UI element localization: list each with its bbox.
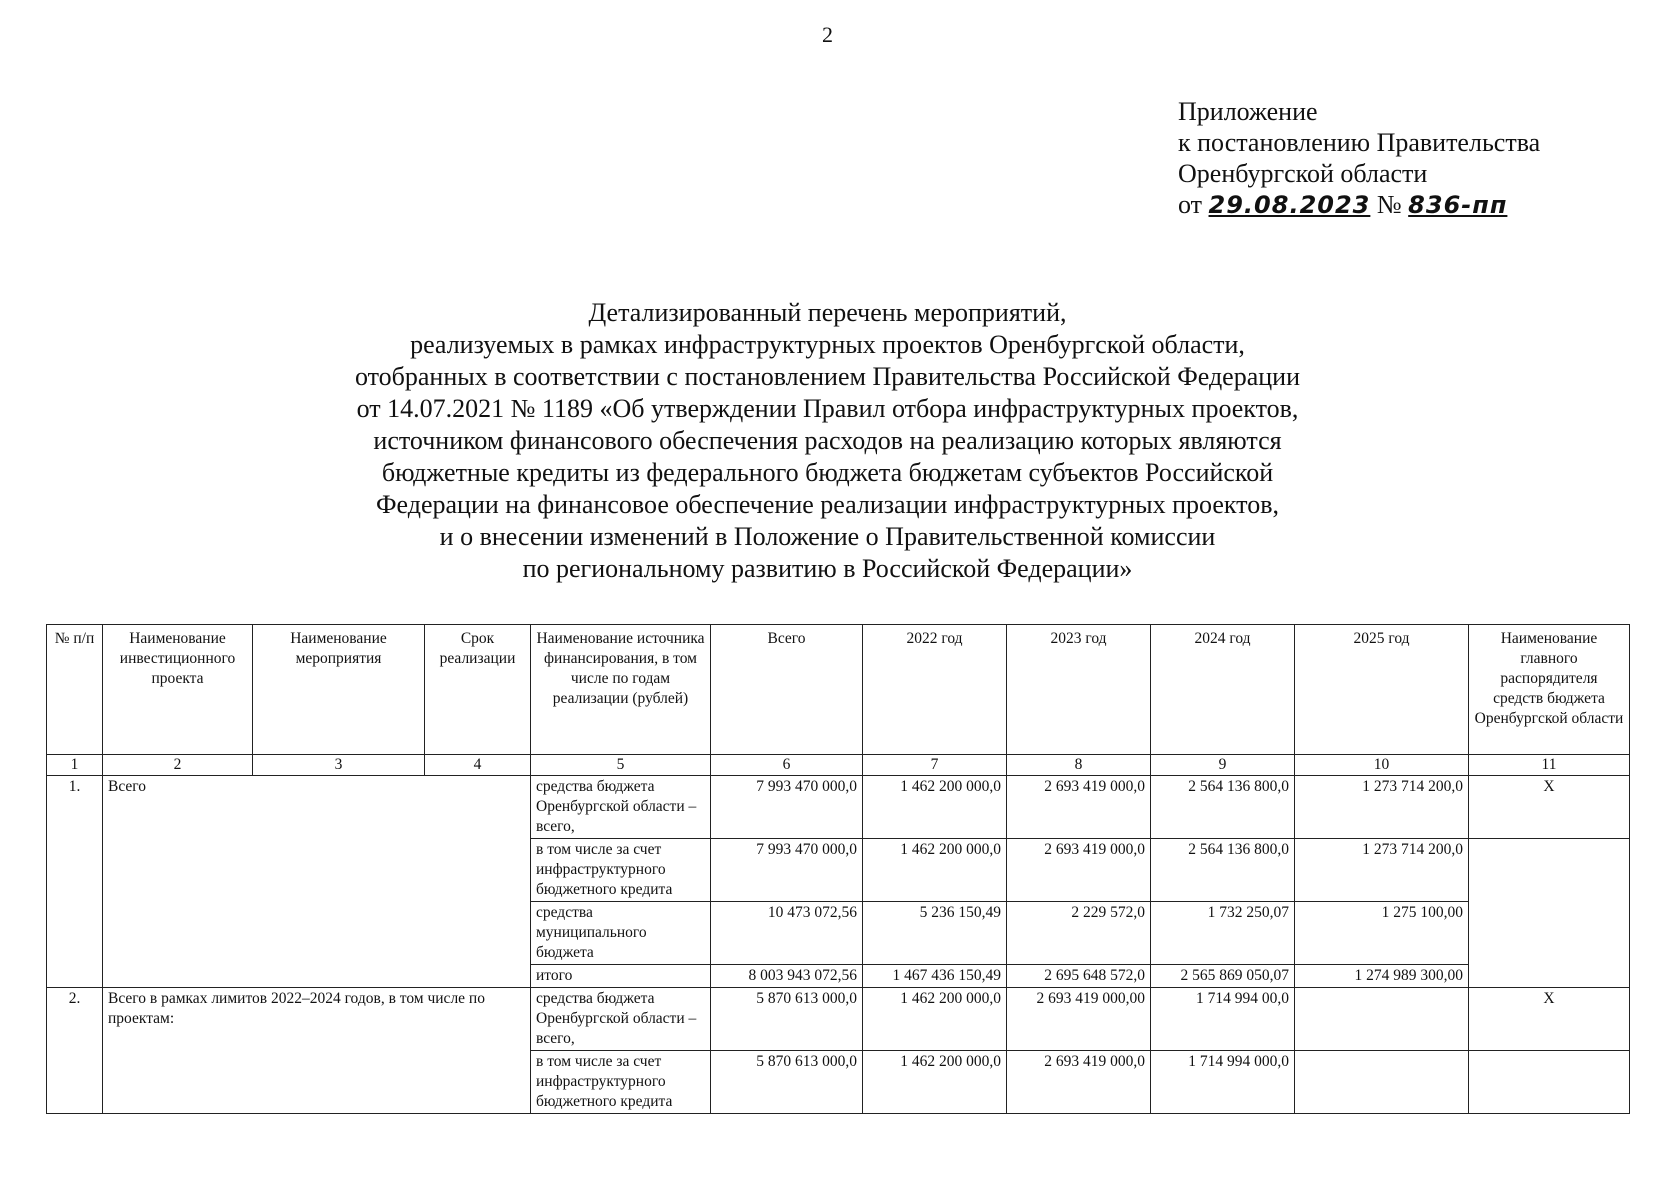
amount-2024: 2 564 136 800,0 [1151,776,1295,839]
title-line: реализуемых в рамках инфраструктурных проектов Оренбургской области, [410,330,1245,359]
title-line: и о внесении изменений в Положение о Правительственной комиссии [439,522,1216,551]
amount-2025: 1 273 714 200,0 [1295,776,1469,839]
table-row [47,988,1630,1051]
title-line: отобранных в соответствии с постановлением Правительства Российской Федерации [354,362,1300,391]
column-number: 1 [47,755,103,776]
header-funding-source: Наименование источника финансирования, в том числе по годам реализации (рублей) [531,625,711,755]
annex-date-line [1178,189,1540,221]
row-title: Всего в рамках лимитов 2022–2024 годов, в том числе по проектам: [103,988,531,1114]
header-period: Срок реализации [425,625,531,755]
amount-2023: 2 693 419 000,0 [1007,1051,1151,1114]
row-title: Всего [103,776,531,988]
amount-2025: 1 274 989 300,00 [1295,965,1469,988]
chief-manager-mark: X [1469,988,1630,1051]
amount-2023: 2 693 419 000,0 [1007,839,1151,902]
column-number-row [47,755,1630,776]
chief-manager-empty [1469,1051,1630,1114]
number-prefix: № [1376,190,1402,219]
amount-2025 [1295,1051,1469,1114]
amount-total: 8 003 943 072,56 [711,965,863,988]
column-number: 11 [1469,755,1630,776]
amount-total: 7 993 470 000,0 [711,839,863,902]
row-number: 2. [47,988,103,1114]
chief-manager-empty [1469,839,1630,988]
header-number: № п/п [47,625,103,755]
header-2023: 2023 год [1007,625,1151,755]
amount-2023: 2 693 419 000,00 [1007,988,1151,1051]
amount-2023: 2 693 419 000,0 [1007,776,1151,839]
funding-source: средства муниципального бюджета [531,902,711,965]
header-measure-name: Наименование мероприятия [253,625,425,755]
title-line: Федерации на финансовое обеспечение реализации инфраструктурных проектов, [376,490,1279,519]
title-line: от 14.07.2021 № 1189 «Об утверждении Правил отбора инфраструктурных проектов, [356,394,1299,423]
column-number: 5 [531,755,711,776]
title-line: Детализированный перечень мероприятий, [588,298,1067,327]
amount-2023: 2 695 648 572,0 [1007,965,1151,988]
date-prefix: от [1178,190,1203,219]
amount-2024: 2 565 869 050,07 [1151,965,1295,988]
funding-source: средства бюджета Оренбургской области – всего, [531,988,711,1051]
funding-source: средства бюджета Оренбургской области – всего, [531,776,711,839]
title-line: бюджетные кредиты из федерального бюджета бюджетам субъектов Российской [381,458,1274,487]
document-title [0,297,1655,585]
row-number: 1. [47,776,103,988]
table-header-row [47,625,1630,755]
amount-2022: 1 462 200 000,0 [863,839,1007,902]
amount-total: 5 870 613 000,0 [711,1051,863,1114]
amount-2023: 2 229 572,0 [1007,902,1151,965]
funding-source: в том числе за счет инфраструктурного бюджетного кредита [531,839,711,902]
amount-total: 5 870 613 000,0 [711,988,863,1051]
amount-2022: 1 467 436 150,49 [863,965,1007,988]
amount-2022: 1 462 200 000,0 [863,988,1007,1051]
header-chief-manager: Наименование главного распорядителя средств бюджета Оренбургской области [1469,625,1630,755]
table-row [47,776,1630,839]
amount-total: 7 993 470 000,0 [711,776,863,839]
amount-2025: 1 273 714 200,0 [1295,839,1469,902]
handwritten-date: 29.08.2023 [1208,191,1371,219]
column-number: 9 [1151,755,1295,776]
header-project-name: Наименование инвестиционного проекта [103,625,253,755]
annex-block [1178,96,1540,221]
column-number: 4 [425,755,531,776]
annex-heading: Приложение [1178,97,1318,126]
chief-manager-mark: X [1469,776,1630,839]
funding-source: итого [531,965,711,988]
column-number: 7 [863,755,1007,776]
amount-2022: 1 462 200 000,0 [863,1051,1007,1114]
funding-source: в том числе за счет инфраструктурного бюджетного кредита [531,1051,711,1114]
amount-2022: 5 236 150,49 [863,902,1007,965]
amount-2024: 1 714 994 00,0 [1151,988,1295,1051]
header-2025: 2025 год [1295,625,1469,755]
amount-total: 10 473 072,56 [711,902,863,965]
amount-2024: 1 732 250,07 [1151,902,1295,965]
header-total: Всего [711,625,863,755]
annex-line-region: Оренбургской области [1178,159,1428,188]
title-line: источником финансового обеспечения расходов на реализацию которых являются [373,426,1282,455]
column-number: 2 [103,755,253,776]
amount-2025: 1 275 100,00 [1295,902,1469,965]
annex-line-resolution: к постановлению Правительства [1178,128,1541,157]
amount-2024: 1 714 994 000,0 [1151,1051,1295,1114]
title-line: по региональному развитию в Российской Федерации» [522,554,1133,583]
column-number: 3 [253,755,425,776]
amount-2024: 2 564 136 800,0 [1151,839,1295,902]
column-number: 6 [711,755,863,776]
amount-2022: 1 462 200 000,0 [863,776,1007,839]
column-number: 8 [1007,755,1151,776]
column-number: 10 [1295,755,1469,776]
header-2022: 2022 год [863,625,1007,755]
header-2024: 2024 год [1151,625,1295,755]
handwritten-number: 836-пп [1408,191,1508,219]
measures-table [46,624,1630,1114]
amount-2025 [1295,988,1469,1051]
page-number: 2 [822,22,833,47]
